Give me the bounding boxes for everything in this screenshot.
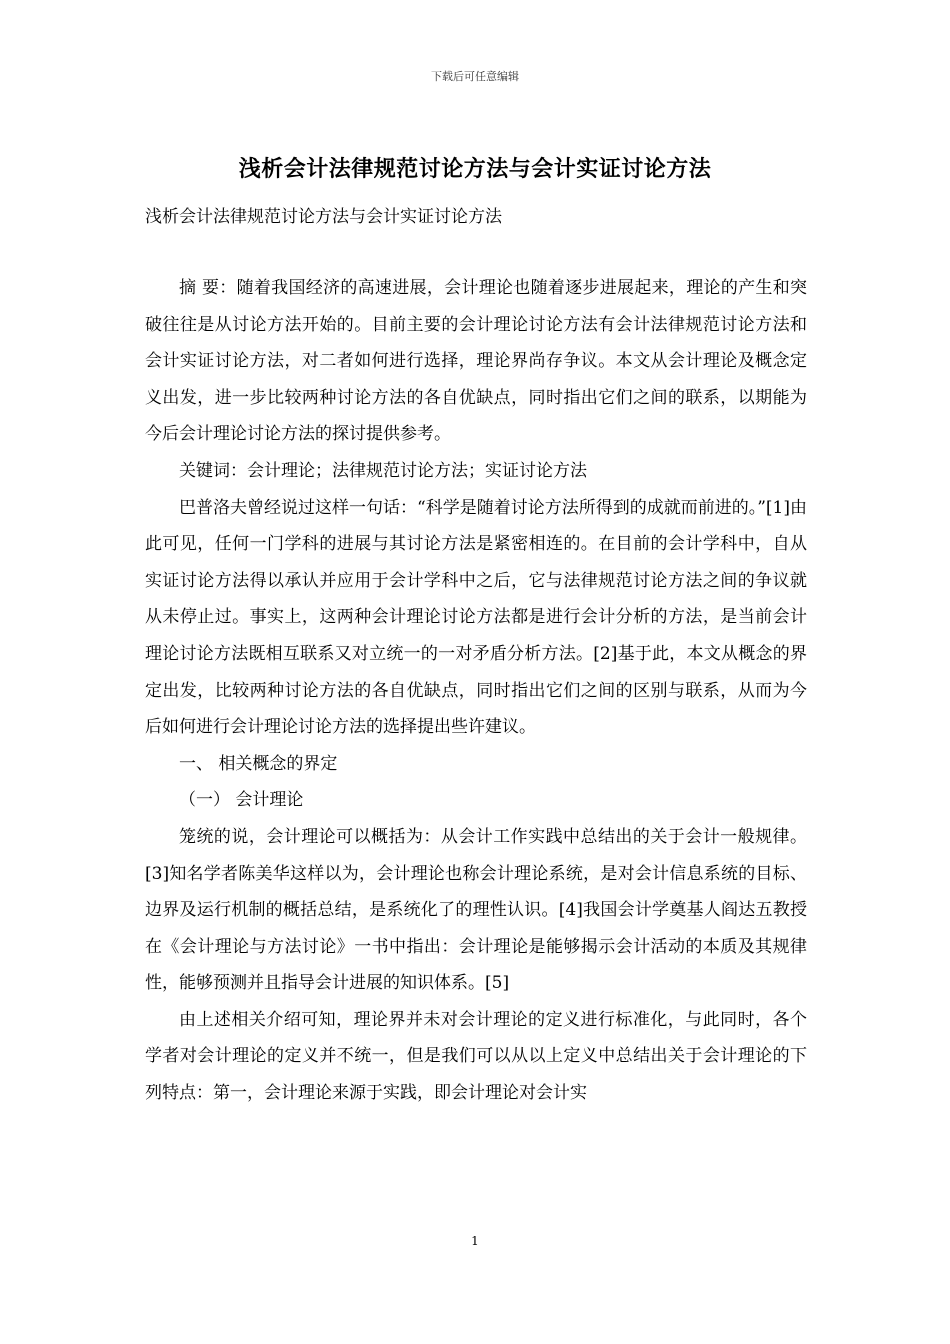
- section-heading: 一、 相关概念的界定: [179, 753, 338, 774]
- document-body: [145, 270, 807, 1112]
- header-note: 下载后可任意编辑: [431, 70, 519, 83]
- intro-paragraph: 巴普洛夫曾经说过这样一句话：“科学是随着讨论方法所得到的成就而前进的。”[1]由此可见，任何一门学科的进展与其讨论方法是紧密相连的。在目前的会计学科中，自从实证讨论方法得以承认并应用于会计学科中之后，它与法律规范讨论方法之间的争议就从未停止过。事实上，这两种会计理论讨论方法都是进行会计分析的方法，是当前会计理论讨论方法既相互联系又对立统一的一对矛盾分析方法。[2]基于此，本文从概念的界定出发，比较两种讨论方法的各自优缺点，同时指出它们之间的区别与联系，从而为今后如何进行会计理论讨论方法的选择提出些许建议。: [145, 497, 807, 738]
- page-number: 1: [471, 1234, 479, 1248]
- document-title: 浅析会计法律规范讨论方法与会计实证讨论方法: [238, 156, 712, 182]
- subsection-heading: （一） 会计理论: [179, 790, 304, 811]
- keywords-paragraph: 关键词：会计理论；法律规范讨论方法；实证讨论方法: [179, 460, 587, 481]
- body-paragraph: 由上述相关介绍可知，理论界并未对会计理论的定义进行标准化，与此同时，各个学者对会计理论的定义并不统一，但是我们可以从以上定义中总结出关于会计理论的下列特点：第一，会计理论来源于实践，即会计理论对会计实: [145, 1009, 807, 1104]
- body-paragraph: 笼统的说，会计理论可以概括为：从会计工作实践中总结出的关于会计一般规律。[3]知名学者陈美华这样以为，会计理论也称会计理论系统，是对会计信息系统的目标、边界及运行机制的概括总结，是系统化了的理性认识。[4]我国会计学奠基人阎达五教授在《会计理论与方法讨论》一书中指出：会计理论是能够揭示会计活动的本质及其规律性，能够预测并且指导会计进展的知识体系。[5]: [145, 826, 807, 994]
- abstract-paragraph: 摘 要：随着我国经济的高速进展，会计理论也随着逐步进展起来，理论的产生和突破往往是从讨论方法开始的。目前主要的会计理论讨论方法有会计法律规范讨论方法和会计实证讨论方法，对二者如何进行选择，理论界尚存争议。本文从会计理论及概念定义出发，进一步比较两种讨论方法的各自优缺点，同时指出它们之间的联系，以期能为今后会计理论讨论方法的探讨提供参考。: [145, 278, 807, 445]
- document-subtitle: 浅析会计法律规范讨论方法与会计实证讨论方法: [145, 207, 502, 227]
